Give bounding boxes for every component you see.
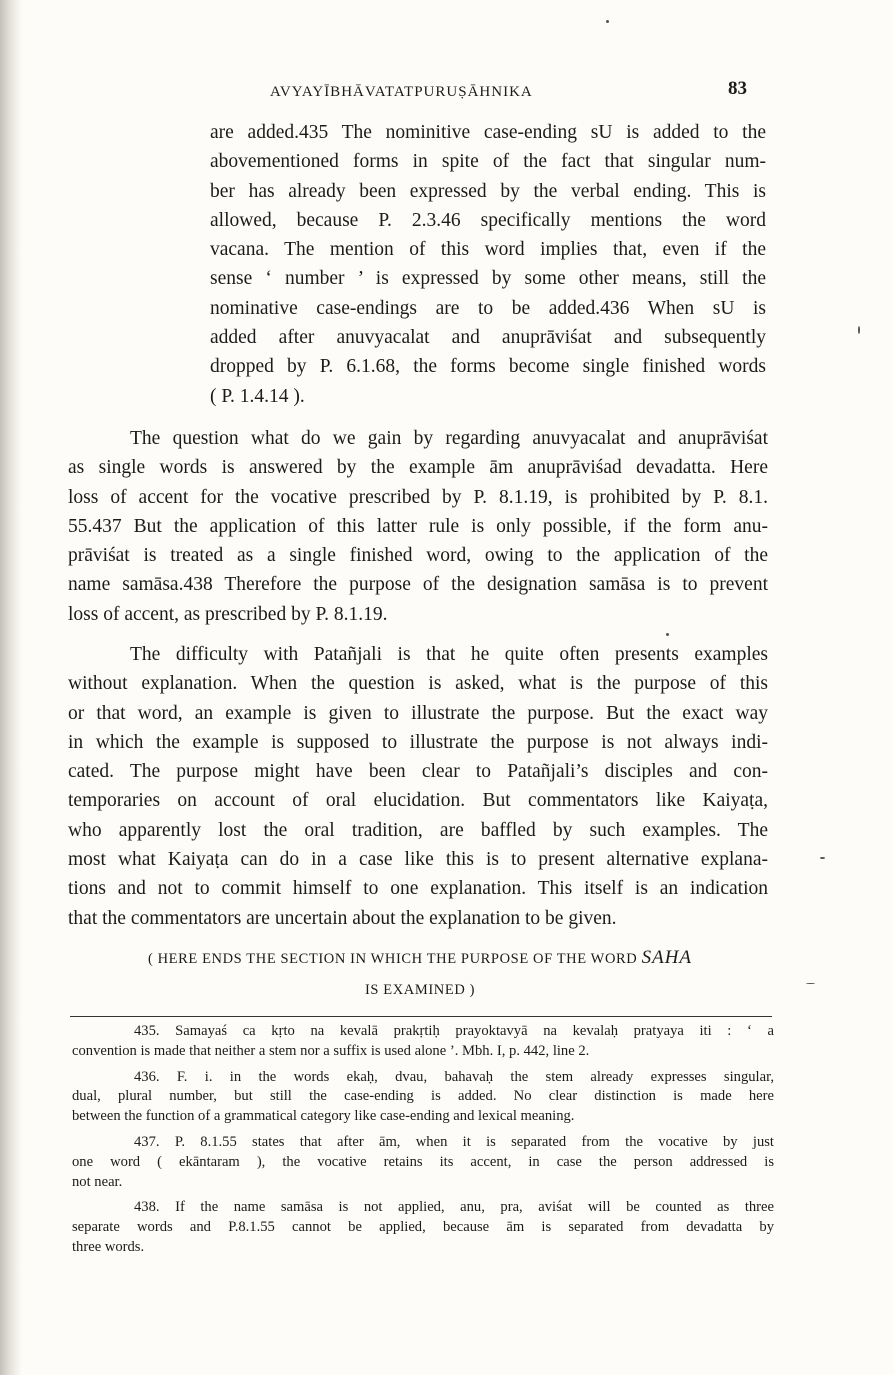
footnote-437 [72, 1133, 774, 1192]
running-head: AVYAYĪBHĀVATATPURUṢĀHNIKA [270, 84, 533, 100]
text-line: The question what do we gain by regarding anuvyacalat and anuprāviśat [130, 428, 768, 449]
text-line: in which the example is supposed to illustrate the purpose is not always indi- [68, 731, 768, 753]
text-line: name samāsa.438 Therefore the purpose of the designation samāsa is to prevent [68, 574, 768, 596]
print-speck [606, 20, 609, 23]
section-end-line-1 [70, 942, 770, 975]
text-line: abovementioned forms in spite of the fact that singular num- [210, 151, 766, 173]
section-end-word: SAHA [641, 947, 693, 968]
text-line: loss of accent, as prescribed by P. 8.1.19. [68, 603, 388, 625]
footnote-436 [72, 1068, 774, 1127]
text-line: nominative case-endings are to be added.436 When sU is [210, 297, 766, 319]
section-end-note [70, 942, 770, 1006]
footnote-rule [70, 1016, 772, 1017]
page-header [0, 78, 894, 108]
footnote-435 [72, 1022, 774, 1062]
footnote-line: not near. [72, 1173, 123, 1190]
footnote-line: separate words and P.8.1.55 cannot be applied, because ām is separated from devadatta by [72, 1219, 774, 1236]
footnote-line: between the function of a grammatical category like case-ending and lexical meaning. [72, 1108, 575, 1125]
footnote-line: 437. P. 8.1.55 states that after ām, when it is separated from the vocative by just [134, 1133, 774, 1150]
section-end-prefix: ( HERE ENDS THE SECTION IN WHICH THE PURPOSE OF THE WORD [147, 951, 638, 967]
print-speck [858, 326, 860, 334]
print-speck [806, 983, 815, 984]
text-line: vacana. The mention of this word implies that, even if the [210, 239, 766, 261]
footnote-438 [72, 1198, 774, 1257]
paragraph-1 [210, 118, 766, 411]
text-line: as single words is answered by the example ām anuprāviśad devadatta. Here [68, 457, 768, 479]
paragraph-3 [68, 640, 768, 933]
footnote-line: one word ( ekāntaram ), the vocative retains its accent, in case the person addressed is [72, 1153, 774, 1170]
footnote-line: convention is made that neither a stem nor a suffix is used alone ’. Mbh. I, p. 442, line 2. [72, 1042, 590, 1059]
footnotes [72, 1022, 774, 1264]
text-line: who apparently lost the oral tradition, are baffled by such examples. The [68, 819, 768, 841]
section-end-line-2: IS EXAMINED ) [364, 982, 476, 998]
text-line: temporaries on account of oral elucidation. But commentators like Kaiyaṭa, [68, 790, 768, 812]
text-line: most what Kaiyaṭa can do in a case like this is to present alternative explana- [68, 849, 768, 871]
print-speck [666, 633, 669, 636]
text-line: The difficulty with Patañjali is that he quite often presents examples [130, 644, 768, 665]
text-line: cated. The purpose might have been clear to Patañjali’s disciples and con- [68, 761, 768, 783]
print-speck [820, 857, 825, 859]
text-line: loss of accent for the vocative prescribed by P. 8.1.19, is prohibited by P. 8.1. [68, 486, 768, 508]
text-line: or that word, an example is given to illustrate the purpose. But the exact way [68, 702, 768, 724]
footnote-line: three words. [72, 1238, 145, 1255]
page-edge-shadow [0, 0, 22, 1375]
text-line: added after anuvyacalat and anuprāviśat and subsequently [210, 327, 766, 349]
text-line: prāviśat is treated as a single finished word, owing to the application of the [68, 545, 768, 567]
text-line: ber has already been expressed by the verbal ending. This is [210, 180, 766, 202]
page-number: 83 [728, 78, 747, 99]
text-line: that the commentators are uncertain about the explanation to be given. [68, 907, 617, 929]
text-line: tions and not to commit himself to one explanation. This itself is an indication [68, 878, 768, 900]
footnote-line: 436. F. i. in the words ekaḥ, dvau, bahavaḥ the stem already expresses singular, [134, 1068, 774, 1085]
footnote-line: dual, plural number, but still the case-ending is added. No clear distinction is made here [72, 1088, 774, 1105]
text-line: without explanation. When the question is asked, what is the purpose of this [68, 673, 768, 695]
text-line: allowed, because P. 2.3.46 specifically mentions the word [210, 209, 766, 231]
footnote-line: 438. If the name samāsa is not applied, anu, pra, aviśat will be counted as three [134, 1199, 774, 1216]
footnote-line: 435. Samayaś ca kṛto na kevalā prakṛtiḥ prayoktavyā na kevalaḥ pratyaya iti : ‘ a [134, 1023, 774, 1039]
text-line: ( P. 1.4.14 ). [210, 385, 305, 407]
text-line: are added.435 The nominitive case-ending sU is added to the [210, 122, 766, 143]
text-line: dropped by P. 6.1.68, the forms become single finished words [210, 356, 766, 378]
text-line: sense ‘ number ’ is expressed by some other means, still the [210, 268, 766, 290]
paragraph-2 [68, 424, 768, 629]
text-line: 55.437 But the application of this latter rule is only possible, if the form anu- [68, 515, 768, 537]
